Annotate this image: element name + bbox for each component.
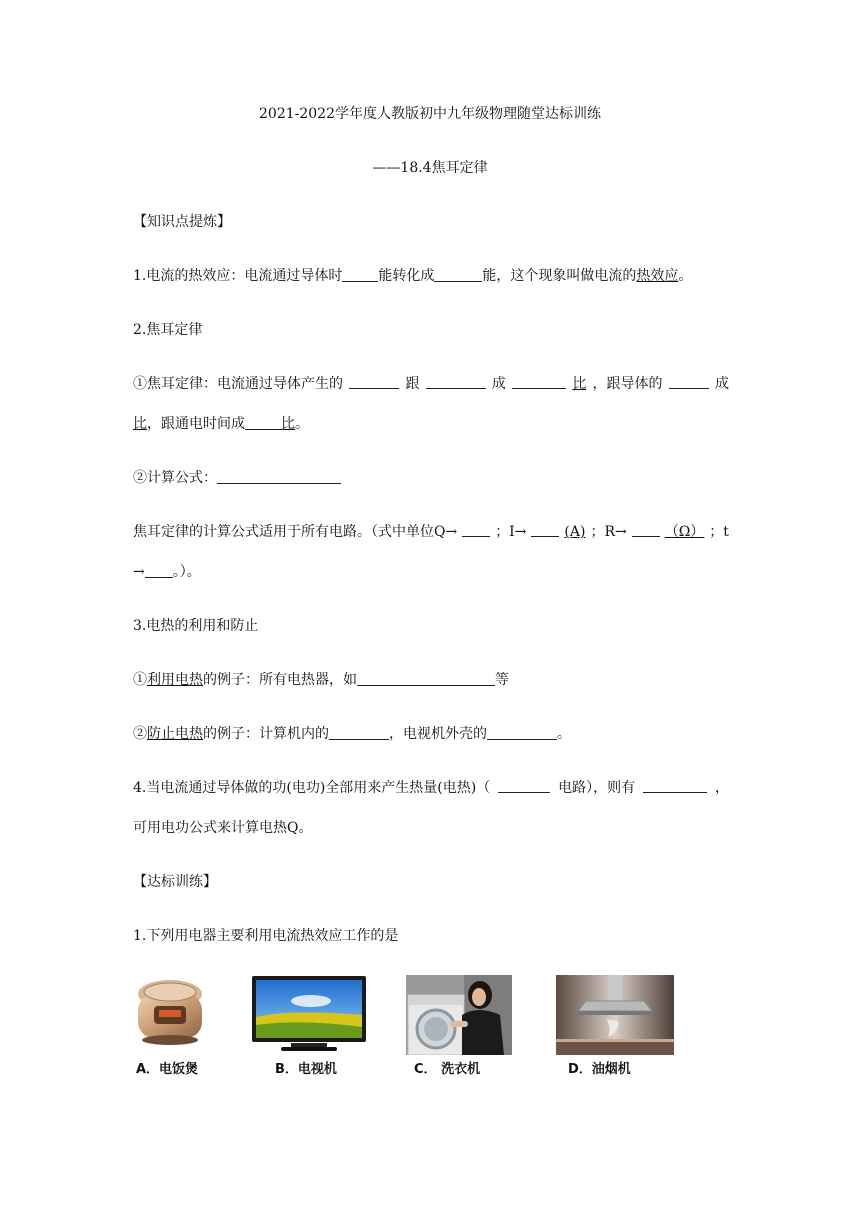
paragraph-pure-resistance-cont: 可用电功公式来计算电热Q。	[133, 820, 313, 836]
page-subtitle: ——18.4焦耳定律	[372, 160, 488, 176]
paragraph-heat-use-heading: 3.电热的利用和防止	[133, 618, 259, 634]
option-d-label: D．油烟机	[568, 1062, 631, 1077]
paragraph-joule-law: ①焦耳定律：电流通过导体产生的 跟 成 比 ，跟导体的 成	[133, 376, 729, 392]
section-heading-training: 【达标训练】	[133, 874, 217, 890]
page-title: 2021-2022学年度人教版初中九年级物理随堂达标训练	[259, 106, 601, 122]
paragraph-pure-resistance: 4.当电流通过导体做的功(电功)全部用来产生热量(电热)（ 电路），则有 ，	[133, 780, 729, 796]
option-b-label: B．电视机	[275, 1062, 337, 1077]
paragraph-units: 焦耳定律的计算公式适用于所有电路。（式中单位Q→ ；I→ (A) ；R→ （Ω） ；t	[133, 524, 729, 540]
paragraph-formula: ②计算公式：	[133, 468, 341, 488]
washing-machine-image	[406, 975, 512, 1055]
paragraph-units-cont: → 。）。	[133, 564, 201, 580]
paragraph-joule-law-heading: 2.焦耳定律	[133, 322, 203, 338]
paragraph-heat-use: ①利用电热的例子：所有电热器，如 等	[133, 672, 509, 688]
rice-cooker-image	[134, 972, 206, 1048]
range-hood-image	[556, 975, 674, 1055]
paragraph-joule-law-cont: 比，跟通电时间成 比。	[133, 416, 309, 432]
question-1: 1.下列用电器主要利用电流热效应工作的是	[133, 928, 399, 944]
section-heading-knowledge: 【知识点提炼】	[133, 214, 231, 230]
option-c-label: C． 洗衣机	[414, 1062, 481, 1077]
television-image	[251, 975, 367, 1053]
paragraph-heat-prevent: ②防止电热的例子：计算机内的 ，电视机外壳的 。	[133, 726, 571, 742]
option-a-label: A．电饭煲	[136, 1062, 199, 1077]
paragraph-heat-effect: 1.电流的热效应：电流通过导体时 能转化成 能，这个现象叫做电流的热效应。	[133, 268, 693, 284]
